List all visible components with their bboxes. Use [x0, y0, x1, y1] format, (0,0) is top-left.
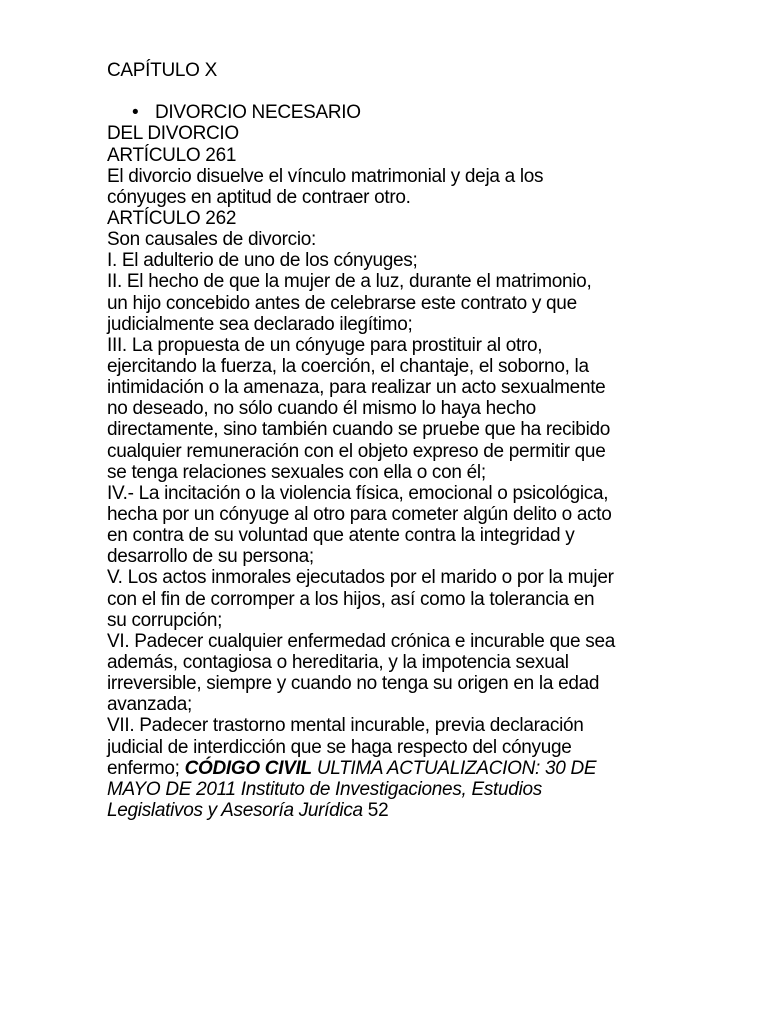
text-line	[107, 715, 615, 736]
text-segment: Son causales de divorcio:	[107, 229, 317, 251]
text-segment: CÓDIGO CIVIL	[184, 757, 312, 779]
text-line	[107, 166, 615, 187]
text-segment: hecha por un cónyuge al otro para cometer algún delito o acto	[107, 503, 612, 525]
text-line	[107, 525, 615, 546]
document-text-block	[107, 60, 615, 821]
text-segment: 52	[367, 799, 389, 821]
text-segment: V. Los actos inmorales ejecutados por el marido o por la mujer	[107, 567, 614, 589]
text-segment: irreversible, siempre y cuando no tenga su origen en la edad	[107, 673, 600, 695]
text-segment: IV.- La incitación o la violencia física, emocional o psicológica,	[107, 482, 609, 504]
text-segment: en contra de su voluntad que atente contra la integridad y	[107, 525, 575, 547]
text-segment: DEL DIVORCIO	[107, 123, 239, 145]
text-segment: CAPÍTULO X	[107, 60, 217, 81]
text-segment: I. El adulterio de uno de los cónyuges;	[107, 250, 418, 272]
text-line	[107, 293, 615, 314]
text-segment: Legislativos y Asesoría Jurídica	[107, 799, 368, 821]
text-segment: enfermo;	[107, 757, 185, 779]
text-segment: un hijo concebido antes de celebrarse este contrato y que	[107, 292, 577, 314]
text-segment: judicial de interdicción que se haga respecto del cónyuge	[107, 736, 572, 758]
text-line	[107, 229, 615, 250]
text-line	[107, 800, 615, 821]
text-line	[107, 60, 615, 81]
text-line	[107, 441, 615, 462]
text-line	[107, 504, 615, 525]
text-line	[107, 779, 615, 800]
text-segment: III. La propuesta de un cónyuge para prostituir al otro,	[107, 334, 543, 356]
text-segment: judicialmente sea declarado ilegítimo;	[107, 313, 413, 335]
text-segment: DIVORCIO NECESARIO	[155, 102, 361, 124]
text-segment: cónyuges en aptitud de contraer otro.	[107, 186, 411, 208]
text-line	[107, 546, 615, 567]
text-line	[107, 377, 615, 398]
text-line	[107, 462, 615, 483]
text-line	[107, 271, 615, 292]
text-line	[107, 567, 615, 588]
text-line	[107, 758, 615, 779]
text-line	[107, 483, 615, 504]
text-line	[107, 250, 615, 271]
text-line	[107, 314, 615, 335]
text-line	[107, 673, 615, 694]
text-line	[107, 631, 615, 652]
text-line	[107, 610, 615, 631]
text-segment: VI. Padecer cualquier enfermedad crónica e incurable que sea	[107, 630, 615, 652]
text-line	[107, 398, 615, 419]
text-line	[107, 356, 615, 377]
text-segment: ULTIMA ACTUALIZACION: 30 DE	[311, 757, 597, 779]
text-segment: además, contagiosa o hereditaria, y la impotencia sexual	[107, 651, 569, 673]
text-segment: VII. Padecer trastorno mental incurable, previa declaración	[107, 715, 584, 737]
text-segment: no deseado, no sólo cuando él mismo lo haya hecho	[107, 398, 536, 420]
text-segment: con el fin de corromper a los hijos, así como la tolerancia en	[107, 588, 595, 610]
text-segment: se tenga relaciones sexuales con ella o con él;	[107, 461, 486, 483]
text-segment: directamente, sino también cuando se pruebe que ha recibido	[107, 419, 611, 441]
text-line	[107, 419, 615, 440]
text-segment: desarrollo de su persona;	[107, 546, 314, 568]
text-line	[107, 335, 615, 356]
text-line	[107, 102, 615, 123]
text-segment: intimidación o la amenaza, para realizar un acto sexualmente	[107, 377, 606, 399]
text-line	[107, 694, 615, 715]
text-line	[107, 145, 615, 166]
text-line	[107, 652, 615, 673]
text-line	[107, 187, 615, 208]
bullet-icon: •	[132, 102, 139, 124]
text-line	[107, 737, 615, 758]
text-segment: II. El hecho de que la mujer de a luz, durante el matrimonio,	[107, 271, 592, 293]
text-line	[107, 589, 615, 610]
blank-line	[107, 81, 615, 102]
text-segment: El divorcio disuelve el vínculo matrimonial y deja a los	[107, 165, 544, 187]
text-segment: MAYO DE 2011 Instituto de Investigaciones, Estudios	[107, 778, 542, 800]
text-segment: su corrupción;	[107, 609, 223, 631]
text-line	[107, 123, 615, 144]
text-segment: ARTÍCULO 262	[107, 207, 237, 229]
text-segment: ARTÍCULO 261	[107, 144, 237, 166]
text-segment: avanzada;	[107, 694, 192, 716]
text-segment: ejercitando la fuerza, la coerción, el chantaje, el soborno, la	[107, 355, 589, 377]
text-segment: cualquier remuneración con el objeto expreso de permitir que	[107, 440, 606, 462]
text-line	[107, 208, 615, 229]
